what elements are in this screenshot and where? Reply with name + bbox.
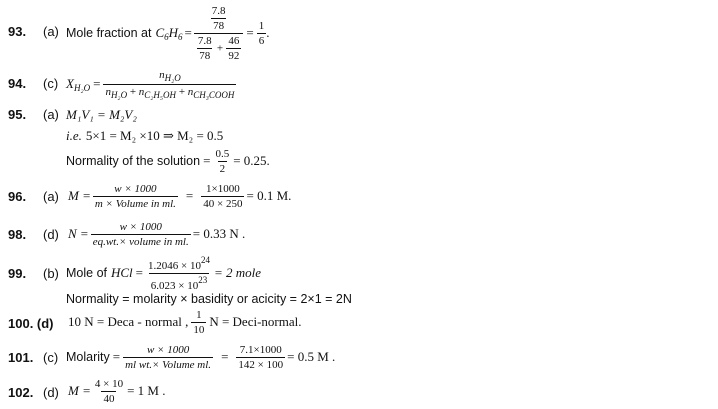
q93-b1-fraction: $\frac{7.8}{78}$ — [197, 34, 212, 62]
q95-fraction: $\frac{0.5}{2}$ — [215, 147, 230, 175]
q101-fraction-1: $\frac{w \times 1000}{\text{ml wt.× Volume ml.}}$ — [125, 343, 212, 371]
q101-expression: Molarity = $\frac{w \times 1000}{\text{ml wt.× Volume ml.}}$ = $\frac{7.1\times 1000}{142 \times 100}$ = 0.5 M . — [66, 343, 336, 371]
q100-expression: 10 N = Deca - normal , $\frac{1}{10}$ N = Deci-normal. — [68, 308, 302, 336]
q99-expression: Mole of HCl = $\frac{1.2046 \times 10^{24}}{6.023 \times 10^{23}}$ = 2 mole — [66, 254, 262, 292]
q95-line1: M₁V₁ = M₂V₂ — [66, 107, 137, 122]
answer-option: (c) — [43, 76, 59, 91]
q94-expression: $X_{H_2O}$ = $\frac{n_{H_2O}}{n_{H_2O} + n_{C_2H_5OH} + n_{CH_3COOH}}$ — [66, 68, 235, 100]
question-number: 93. — [8, 24, 27, 39]
question-number: 95. — [8, 107, 27, 122]
question-number: 94. — [8, 76, 27, 91]
question-number: 100. (d) — [8, 316, 54, 331]
q96-fraction-2: $\frac{1\times 1000}{40 \times 250}$ — [203, 182, 243, 210]
q99-fraction: $\frac{1.2046 \times 10^{24}}{6.023 \times 10^{23}}$ — [148, 254, 210, 292]
q101-fraction-2: $\frac{7.1\times 1000}{142 \times 100}$ — [238, 343, 284, 371]
question-number: 96. — [8, 189, 27, 204]
q98-fraction: $\frac{w \times 1000}{\text{eq.wt.× volume in ml.}}$ — [92, 220, 189, 248]
question-number: 98. — [8, 227, 27, 242]
question-number: 101. — [8, 350, 34, 365]
q93-text: Mole fraction at — [66, 26, 152, 40]
q102-expression: M = $\frac{4 \times 10}{40}$ = 1 M . — [68, 377, 166, 405]
q94-fraction: $\frac{n_{H_2O}}{n_{H_2O} + n_{C_2H_5OH} + n_{CH_3COOH}}$ — [105, 68, 235, 100]
question-number: 99. — [8, 266, 27, 281]
q96-expression: M = $\frac{w \times 1000}{\text{m × Volume in ml.}}$ = $\frac{1\times 1000}{40 \times 250}$ = 0.1 M. — [68, 182, 292, 210]
q100-fraction: $\frac{1}{10}$ — [193, 308, 205, 336]
q96-fraction-1: $\frac{w \times 1000}{\text{m × Volume in ml.}}$ — [94, 182, 176, 210]
q93-b2-fraction: $\frac{46}{92}$ — [228, 34, 240, 62]
answer-option: (a) — [43, 107, 59, 122]
q98-expression: N = $\frac{w \times 1000}{\text{eq.wt.× volume in ml.}}$ = 0.33 N . — [68, 220, 246, 248]
answer-option: (c) — [43, 350, 59, 365]
q99-line2: Normality = molarity × basidity or acicity = 2×1 = 2N — [66, 292, 352, 306]
q93-result-fraction: $\frac{1}{6}$ — [258, 19, 265, 47]
answer-option: (d) — [43, 227, 59, 242]
answer-option: (b) — [43, 266, 59, 281]
q95-line3: Normality of the solution = $\frac{0.5}{2}$ = 0.25. — [66, 147, 270, 175]
q93-main-fraction: $\frac{7.8}{78}$ $\frac{7.8}{78}$ + $\frac{46}{92}$ — [194, 5, 243, 62]
q102-fraction: $\frac{4 \times 10}{40}$ — [94, 377, 124, 405]
q93-top-fraction: $\frac{7.8}{78}$ — [211, 4, 226, 32]
q93-formula: $C_6H_6$ — [155, 24, 183, 42]
question-number: 102. — [8, 385, 34, 400]
q95-line2: i.e. 5×1 = M₂ ×10 ⇒ M₂ = 0.5 — [66, 128, 224, 143]
answer-option: (a) — [43, 189, 59, 204]
equals-sign: = — [246, 25, 254, 40]
equals-sign: = — [184, 25, 192, 40]
q93-expression: Mole fraction at $C_6H_6$ = $\frac{7.8}{78}$ $\frac{7.8}{78}$ + $\frac{46}{92}$ = $\frac{1}{6}$ . — [66, 4, 270, 62]
answer-option: (a) — [43, 24, 59, 39]
answer-option: (d) — [43, 385, 59, 400]
